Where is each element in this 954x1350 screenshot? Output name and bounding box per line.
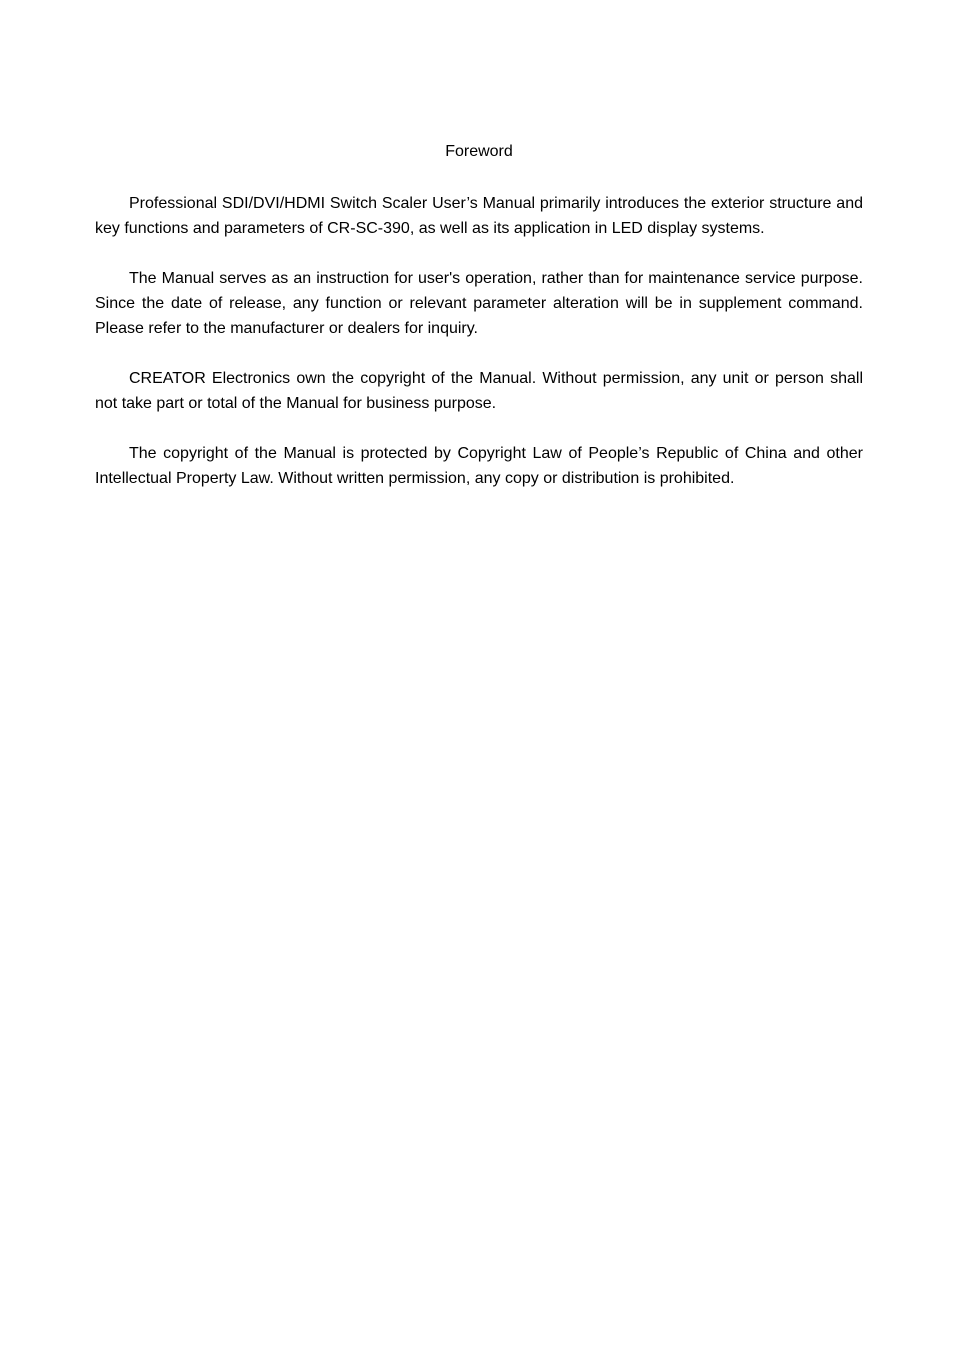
paragraph-copyright-owner: CREATOR Electronics own the copyright of the Manual. Without permission, any unit or person shall not take part or total of the Manual for business purpose. xyxy=(95,370,863,412)
paragraph-instruction: The Manual serves as an instruction for user's operation, rather than for maintenance service purpose. Since the date of release, any function or relevant parameter alteration will be in supplement command. Please refer to the manufacturer or dealers for inquiry. xyxy=(95,270,863,337)
paragraph-copyright-law: The copyright of the Manual is protected by Copyright Law of People’s Republic of China and other Intellectual Property Law. Without written permission, any copy or distribution is prohibited. xyxy=(95,445,863,487)
page-title: Foreword xyxy=(445,143,513,160)
paragraph-intro: Professional SDI/DVI/HDMI Switch Scaler User’s Manual primarily introduces the exterior structure and key functions and parameters of CR-SC-390, as well as its application in LED display systems. xyxy=(95,195,863,237)
document-page xyxy=(95,0,863,1350)
document-body xyxy=(95,191,863,516)
